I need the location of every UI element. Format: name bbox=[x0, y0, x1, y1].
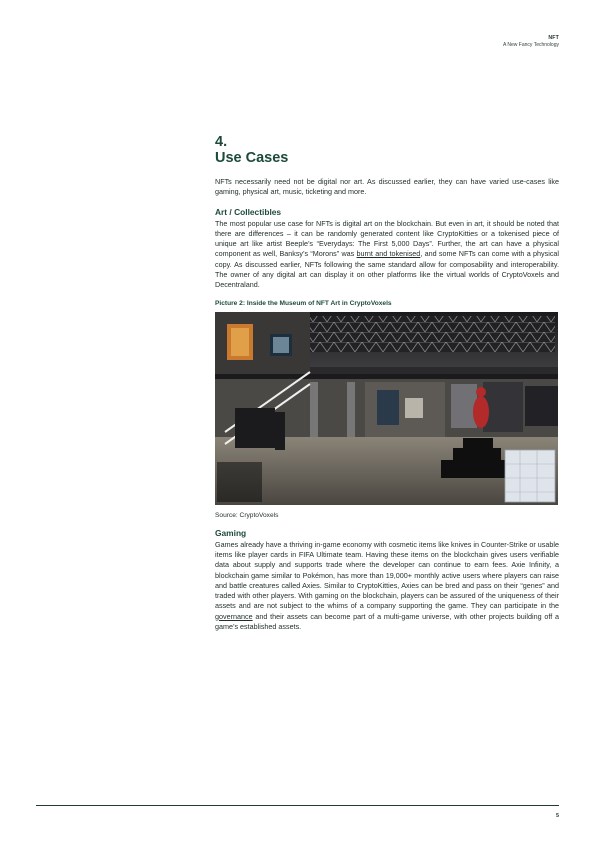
art-text-2: , and some NFTs can come with a physical copy. As discussed earlier, NFTs following the same standard allow for composability and interoperability. The owner of any digital art can display it on other platforms like the virtual worlds of CryptoVoxels and Decentraland. bbox=[215, 249, 560, 290]
main-content bbox=[215, 134, 559, 632]
burnt-tokenised-link[interactable]: burnt and tokenised bbox=[356, 249, 421, 259]
section-heading-art: Art / Collectibles bbox=[215, 206, 282, 217]
page-number: 5 bbox=[555, 813, 559, 819]
running-head bbox=[503, 35, 559, 49]
cryptovoxels-museum-image bbox=[215, 312, 558, 505]
figure-source: Source: CryptoVoxels bbox=[215, 511, 279, 519]
chapter-title: Use Cases bbox=[215, 150, 289, 166]
running-head-title: NFT bbox=[548, 35, 559, 41]
gaming-text-1: Games already have a thriving in-game economy with cosmetic items like knives in Counter-Strike or usable items like player cards in FIFA Ultimate team. Having these items on the blockchain gives users verifiable data about supply and supports trade where the developer can continue to earn fees. Axie Infinity, a blockchain game similar to Pokémon, has more than 19,000+ monthly active users where players can raise and battle creatures called Axies. Similar to CryptoKitties, Axies can be bred and pass on their “genes” and traded with other players. With gaming on the blockchain, players can be assured of the uniqueness of their assets and are not subject to the whims of a company supporting the game. They can participate in the bbox=[215, 539, 559, 611]
gaming-text-2: and their assets can become part of a multi-game universe, with other projects building off a game’s established assets. bbox=[215, 611, 559, 632]
footer-rule bbox=[36, 805, 559, 806]
art-paragraph bbox=[215, 219, 559, 291]
intro-paragraph: NFTs necessarily need not be digital nor art. As discussed earlier, they can have varied use-cases like gaming, physical art, music, ticketing and more. bbox=[215, 177, 559, 197]
art-text-1: The most popular use case for NFTs is digital art on the blockchain. But even in art, it should be noted that there are differences – it can be randomly generated content like CryptoKitties or a tokenised piece of unique art like artist Beeple’s “Everydays: The First 5,000 Days”. Further, the art can have a physical component as well, Banksy’s “Morons” was bbox=[215, 218, 559, 259]
gaming-paragraph bbox=[215, 540, 559, 633]
running-head-subtitle: A New Fancy Technology bbox=[502, 42, 559, 48]
chapter-number: 4. bbox=[215, 134, 228, 150]
figure-caption: Picture 2: Inside the Museum of NFT Art in CryptoVoxels bbox=[215, 299, 392, 307]
governance-link[interactable]: governance bbox=[215, 611, 253, 621]
section-heading-gaming: Gaming bbox=[215, 527, 247, 538]
